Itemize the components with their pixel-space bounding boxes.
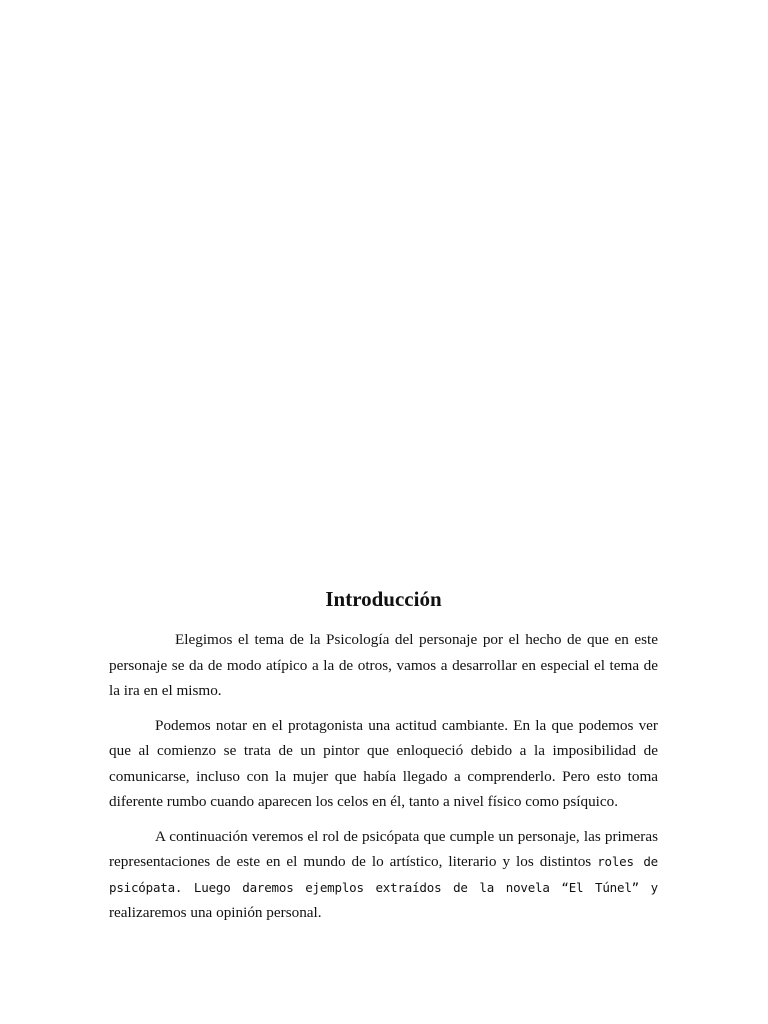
paragraph-3-part-3: realizaremos una opinión personal. — [109, 904, 322, 921]
paragraph-2: Podemos notar en el protagonista una actitud cambiante. En la que podemos ver que al comienzo se trata de un pintor que enloqueció debido a la imposibilidad de comunicarse, incluso con la mujer que había llegado a comprenderlo. Pero esto toma diferente rumbo cuando aparecen los celos en él, tanto a nivel físico como psíquico. — [109, 716, 658, 810]
paragraph-1: Elegimos el tema de la Psicología del personaje por el hecho de que en este personaje se da de modo atípico a la de otros, vamos a desarrollar en especial el tema de la ira en el mismo. — [109, 631, 658, 699]
paragraph-3-part-2: roles de psicópata. Luego daremos ejemplos extraídos de la novela “El Túnel” y — [109, 854, 658, 895]
paragraph-3-part-1: A continuación veremos el rol de psicópata que cumple un personaje, las primeras representaciones de este en el mundo de lo artístico, literario y los distintos — [109, 827, 658, 870]
section-title: Introducción — [325, 587, 442, 611]
paragraph-3 — [109, 824, 658, 926]
page-content — [109, 584, 658, 935]
